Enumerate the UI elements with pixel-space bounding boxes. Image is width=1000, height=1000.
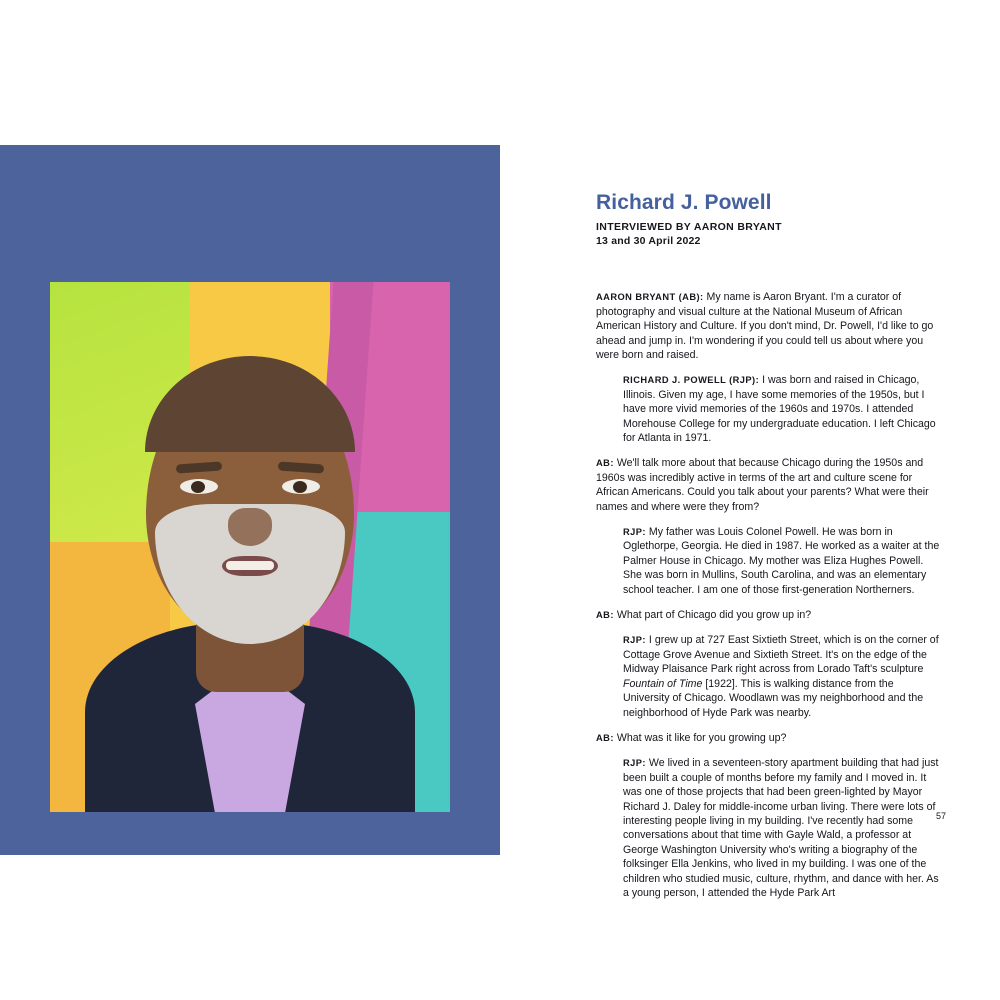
page-number: 57 [935, 811, 946, 821]
transcript-speaker: AARON BRYANT (AB): [596, 292, 704, 303]
transcript-speaker: AB: [596, 458, 614, 469]
subject-left-pupil [191, 481, 205, 493]
transcript-answer [623, 525, 943, 597]
transcript-question [596, 456, 943, 514]
transcript-text: We lived in a seventeen-story apartment building that had just been built a couple of months before my family and I moved in. It was one of those projects that had been green-lighted by Mayor Richard J. Daley for middle-income urban living. There were lots of interesting people living in my building. I've recently had some conversations about that time with Gayle Wald, a professor at George Washington University who's writing a biography of the folksinger Ella Jenkins, who lived in my building. I was one of the children who studied music, culture, rhythm, and dance with her. As a young person, I attended the Hyde Park Art [623, 757, 939, 899]
transcript-answer [623, 756, 943, 900]
transcript-text: We'll talk more about that because Chicago during the 1950s and 1960s was incredibly active in terms of the art and culture scene for African Americans. Could you talk about your parents? What were their names and where were they from? [596, 457, 929, 513]
transcript-text: My father was Louis Colonel Powell. He was born in Oglethorpe, Georgia. He died in 1987. He worked as a waiter at the Palmer House in Chicago. My mother was Eliza Hughes Powell. She was born in Mullins, South Carolina, and was an elementary school teacher. I am one of those first-generation Northerners. [623, 526, 940, 596]
transcript-question [596, 608, 943, 622]
page-title: Richard J. Powell [596, 191, 772, 214]
transcript-text: I was born and raised in Chicago, Illinois. Given my age, I have some memories of the 1950s, but I have more vivid memories of the 1960s and 1970s. I attended Morehouse College for my undergraduate education. I left Chicago for Atlanta in 1971. [623, 374, 936, 444]
book-spread [0, 145, 1000, 899]
interview-date: 13 and 30 April 2022 [596, 235, 701, 248]
subject-teeth [226, 561, 274, 570]
transcript-question [596, 290, 943, 362]
transcript-answer [623, 373, 943, 445]
transcript-text: What part of Chicago did you grow up in? [613, 609, 812, 622]
interviewer-credit: INTERVIEWED BY AARON BRYANT [596, 221, 782, 233]
transcript-text-continued: [1922]. This is walking distance from the University of Chicago. Woodlawn was my neighborhood and the neighborhood of Hyde Park was nearby. [623, 677, 924, 719]
transcript-text: I grew up at 727 East Sixtieth Street, which is on the corner of Cottage Grove Avenue and Sixtieth Street. It's on the edge of the Midway Plaisance Park right across from Lorado Taft's sculpture [623, 634, 939, 676]
transcript-speaker: AB: [596, 732, 614, 743]
subject-nose [228, 508, 272, 546]
transcript-text: My name is Aaron Bryant. I'm a curator of photography and visual culture at the National Museum of African American History and Culture. If you don't mind, Dr. Powell, I'd like to go ahead and jump in. I'm wondering if you could tell us about where you were born and raised. [596, 291, 934, 361]
subject-right-pupil [293, 481, 307, 493]
subject-left-eye [180, 479, 218, 494]
transcript-italic-title: Fountain of Time [623, 677, 703, 690]
right-page [500, 145, 1000, 899]
subject-right-eye [282, 479, 320, 494]
portrait-photograph [50, 282, 450, 812]
interview-transcript [596, 290, 943, 900]
transcript-speaker: RJP: [623, 527, 646, 538]
transcript-question [596, 731, 943, 745]
transcript-speaker: AB: [596, 610, 614, 621]
transcript-answer [623, 633, 943, 719]
transcript-speaker: RICHARD J. POWELL (RJP): [623, 375, 760, 386]
text-column [596, 191, 943, 911]
transcript-speaker: RJP: [623, 758, 646, 769]
transcript-speaker: RJP: [623, 635, 646, 646]
transcript-text: What was it like for you growing up? [613, 731, 787, 744]
left-page [0, 145, 500, 855]
